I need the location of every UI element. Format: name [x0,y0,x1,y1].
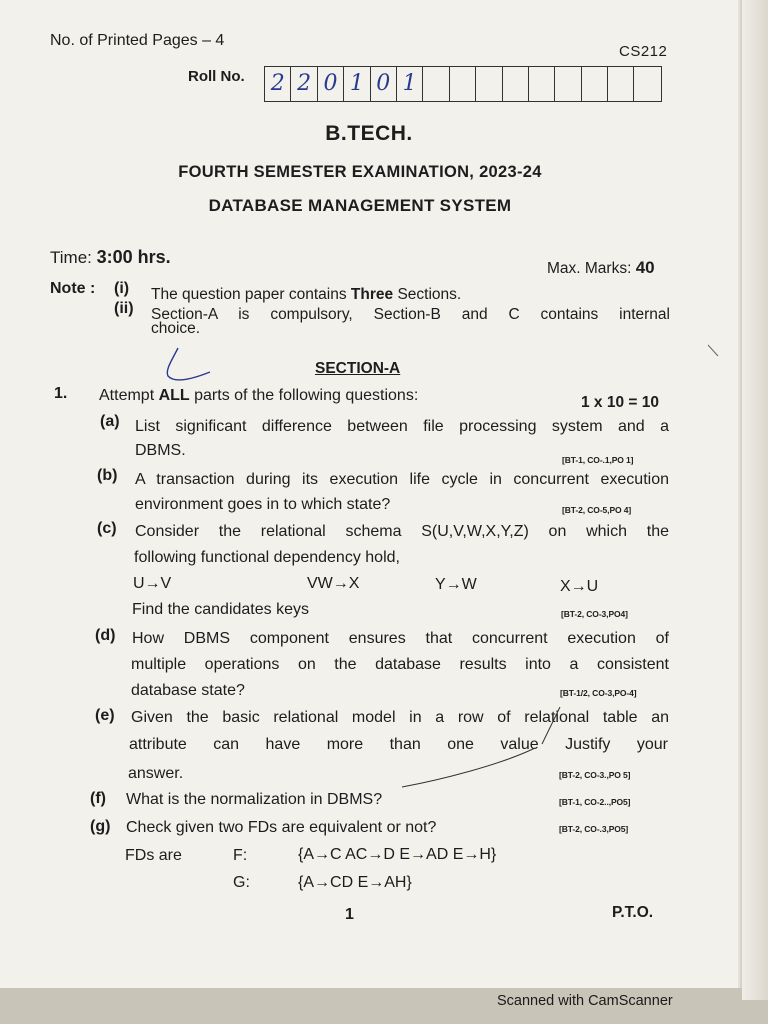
fd-1: U→V [133,575,172,592]
part-d-tag: [BT-1/2, CO-3,PO-4] [560,688,637,698]
part-b-label: (b) [97,467,118,484]
part-e-text-end: answer. [128,765,184,782]
part-e-text-cont: attribute can have more than one value Justify your [129,736,668,753]
roll-digit: 1 [397,67,423,101]
question-marks: 1 x 10 = 10 [581,394,659,411]
roll-digit: 0 [371,67,397,101]
part-a-label: (a) [100,413,120,430]
page-number: 1 [345,906,354,923]
max-marks: Max. Marks: 40 [547,258,655,277]
roll-digit: 1 [344,67,370,101]
roll-digit [423,67,449,101]
part-f-text: What is the normalization in DBMS? [126,791,383,808]
part-a-text: List significant difference between file processing system and a [135,418,669,435]
part-f-label: (f) [90,790,106,807]
question-instruction: Attempt ALL parts of the following questions: [99,387,419,404]
part-f-tag: [BT-1, CO-2..,PO5] [559,797,631,807]
part-c-text-find: Find the candidates keys [132,601,309,618]
part-b-text: A transaction during its execution life cycle in concurrent execution [135,471,669,488]
part-c-text: Consider the relational schema S(U,V,W,X,Y,Z) on which the [135,523,669,540]
degree-title: B.TECH. [325,122,413,145]
part-g-label: (g) [90,818,111,835]
roll-digit [634,67,660,101]
roll-number-grid [264,66,662,102]
printed-pages: No. of Printed Pages – 4 [50,32,225,49]
course-code: CS212 [619,43,668,60]
part-b-tag: [BT-2, CO-5,PO 4] [562,505,632,515]
part-d-text-cont: multiple operations on the database results into a consistent [131,656,669,673]
question-number: 1. [54,385,68,402]
section-a-heading: SECTION-A [315,360,401,377]
pto-label: P.T.O. [612,904,654,921]
subject-title: DATABASE MANAGEMENT SYSTEM [208,196,512,215]
part-d-text: How DBMS component ensures that concurrent execution of [132,630,669,647]
roll-digit [555,67,581,101]
roll-digit [476,67,502,101]
fd-4: X→U [560,578,599,595]
roll-digit [450,67,476,101]
scanner-watermark: Scanned with CamScanner [497,993,673,1009]
part-g-text: Check given two FDs are equivalent or not? [126,819,437,836]
roll-digit: 2 [265,67,291,101]
fds-label: FDs are [125,847,182,864]
part-g-tag: [BT-2, CO-.3,PO5] [559,824,629,834]
part-c-text-cont: following functional dependency hold, [134,549,400,566]
part-c-tag: [BT-2, CO-3,PO4] [561,609,628,619]
roll-digit: 2 [291,67,317,101]
part-c-label: (c) [97,520,117,537]
part-d-text-end: database state? [131,682,245,699]
part-a-text-cont: DBMS. [135,442,186,459]
exam-title: FOURTH SEMESTER EXAMINATION, 2023-24 [178,163,542,181]
roll-label: Roll No. [188,68,245,85]
note-label: Note : [50,280,96,297]
fd-3: Y→W [435,576,477,593]
roll-digit [608,67,634,101]
roll-digit [529,67,555,101]
roll-digit: 0 [318,67,344,101]
part-e-text: Given the basic relational model in a row of relational table an [131,709,669,726]
time-allowed: Time: 3:00 hrs. [50,247,171,267]
note-ii-text-cont: choice. [151,320,201,337]
fd-set-f: {A→C AC→D E→AD E→H} [298,846,497,863]
note-ii-text: Section-A is compulsory, Section-B and C contains internal [151,306,670,323]
fd-set-f-label: F: [233,847,248,864]
fd-set-g: {A→CD E→AH} [298,874,412,891]
page-edge [742,0,768,1000]
roll-digit [582,67,608,101]
part-e-tag: [BT-2, CO-3.,PO 5] [559,770,631,780]
fd-set-g-label: G: [233,874,250,891]
part-e-label: (e) [95,707,115,724]
part-a-tag: [BT-1, CO-.1,PO 1] [562,455,634,465]
roll-digit [503,67,529,101]
part-d-label: (d) [95,627,116,644]
note-i-number: (i) [114,280,130,297]
fd-2: VW→X [307,575,360,592]
part-b-text-cont: environment goes in to which state? [135,496,391,513]
note-i-text: The question paper contains Three Sections. [151,286,462,303]
note-ii-number: (ii) [114,300,134,317]
